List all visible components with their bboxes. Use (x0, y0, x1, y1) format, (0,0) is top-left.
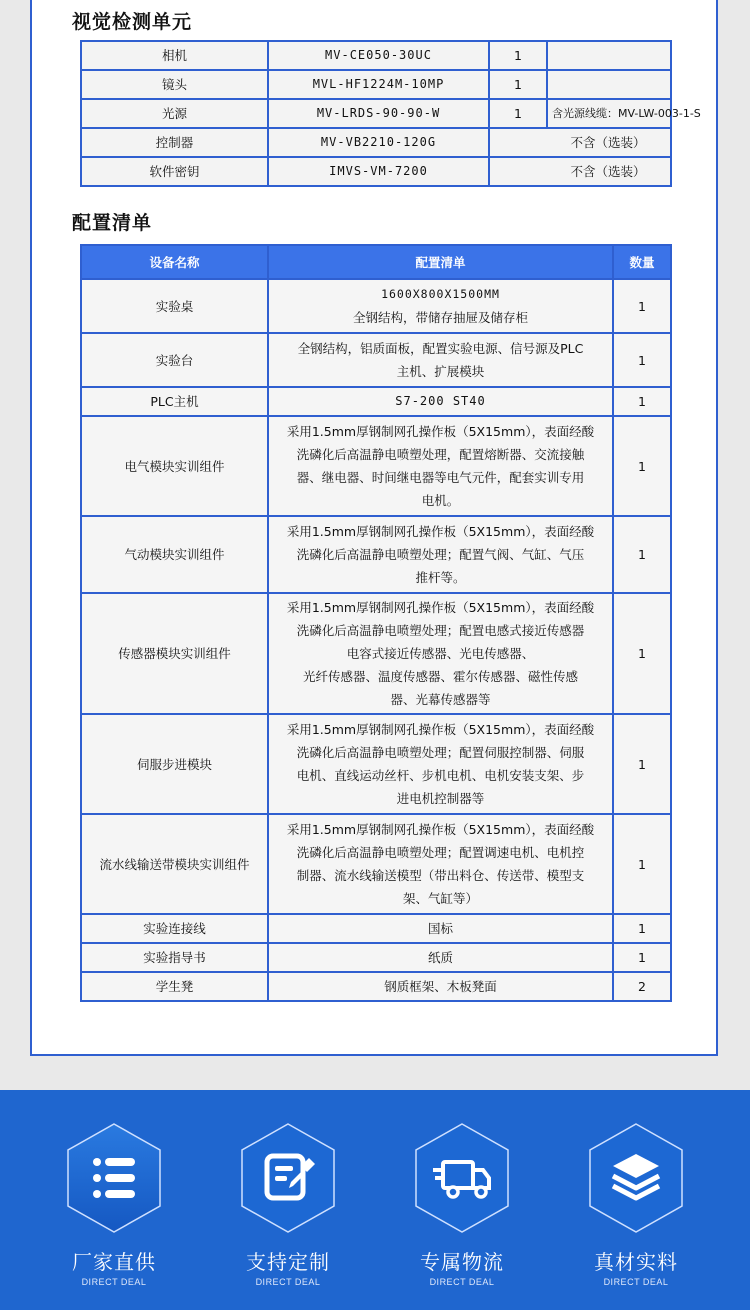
vision-item-model: MV-CE050-30UC (268, 41, 489, 70)
spec-line: 电机。 (421, 493, 460, 508)
vision-item-model: MV-LRDS-90-90-W (268, 99, 489, 128)
table-row (81, 972, 671, 1001)
feature-subtitle: DIRECT DEAL (429, 1277, 495, 1287)
spec-line: 制器、流水线输送模型（带出料仓、传送带、模型支 (296, 868, 585, 883)
spec-line: 进电机控制器等 (396, 791, 485, 806)
delivery-truck-icon (413, 1122, 511, 1234)
config-item-spec (268, 714, 613, 814)
table-row (81, 814, 671, 914)
config-item-name: 学生凳 (81, 972, 268, 1001)
feature-subtitle: DIRECT DEAL (255, 1277, 321, 1287)
config-item-name: 流水线输送带模块实训组件 (81, 814, 268, 914)
config-item-name: 伺服步进模块 (81, 714, 268, 814)
spec-line: 采用1.5mm厚钢制网孔操作板（5X15mm），表面经酸 (286, 424, 595, 439)
spec-line: 采用1.5mm厚钢制网孔操作板（5X15mm），表面经酸 (286, 722, 595, 737)
table-row (81, 333, 671, 387)
vision-item-qty: 1 (489, 41, 547, 70)
config-item-qty: 1 (613, 333, 671, 387)
config-item-name: 气动模块实训组件 (81, 516, 268, 593)
spec-line: 国标 (427, 921, 453, 936)
spec-line: 器、继电器、时间继电器等电气元件，配套实训专用 (296, 470, 585, 485)
config-item-spec (268, 814, 613, 914)
spec-line: 洗磷化后高温静电喷塑处理，配置熔断器、交流接触 (296, 447, 585, 462)
config-item-qty: 1 (613, 387, 671, 416)
feature-item (54, 1122, 174, 1287)
config-item-spec (268, 279, 613, 333)
config-item-name: 实验连接线 (81, 914, 268, 943)
table-row (81, 157, 671, 186)
vision-item-name: 相机 (81, 41, 268, 70)
table-row (81, 914, 671, 943)
spec-line: 钢质框架、木板凳面 (384, 979, 497, 994)
spec-line: S7-200 ST40 (395, 394, 486, 408)
config-item-name: 实验指导书 (81, 943, 268, 972)
table-row (81, 279, 671, 333)
vision-item-qty: 1 (489, 99, 547, 128)
config-item-spec (268, 387, 613, 416)
config-item-qty: 1 (613, 714, 671, 814)
config-item-qty: 1 (613, 516, 671, 593)
spec-line: 采用1.5mm厚钢制网孔操作板（5X15mm），表面经酸 (286, 822, 595, 837)
spec-line: 主机、扩展模块 (396, 364, 485, 379)
edit-document-icon (239, 1122, 337, 1234)
column-header-qty: 数量 (613, 245, 671, 279)
feature-item (402, 1122, 522, 1287)
config-item-name: 电气模块实训组件 (81, 416, 268, 516)
spec-line: 洗磷化后高温静电喷塑处理；配置伺服控制器、伺服 (296, 745, 585, 760)
spec-line: 洗磷化后高温静电喷塑处理；配置气阀、气缸、气压 (296, 547, 585, 562)
vision-item-name: 软件密钥 (81, 157, 268, 186)
table-row (81, 714, 671, 814)
feature-item (576, 1122, 696, 1287)
spec-line: 电容式接近传感器、光电传感器、 (346, 646, 535, 661)
feature-subtitle: DIRECT DEAL (81, 1277, 147, 1287)
config-item-qty: 1 (613, 914, 671, 943)
spec-line: 洗磷化后高温静电喷塑处理；配置调速电机、电机控 (296, 845, 585, 860)
config-item-name: 传感器模块实训组件 (81, 593, 268, 714)
table-row (81, 593, 671, 714)
feature-item (228, 1122, 348, 1287)
table-row (81, 70, 671, 99)
vision-item-remark (547, 70, 671, 99)
spec-line: 器、光幕传感器等 (390, 692, 491, 707)
spec-line: 架、气缸等） (402, 891, 478, 906)
spec-line: 全钢结构，铝质面板，配置实验电源、信号源及PLC (297, 341, 584, 356)
table-row (81, 943, 671, 972)
spec-line: 洗磷化后高温静电喷塑处理；配置电感式接近传感器 (296, 623, 585, 638)
vision-item-remark: 含光源线缆：MV-LW-003-1-S (547, 99, 671, 128)
vision-item-model: MVL-HF1224M-10MP (268, 70, 489, 99)
spec-line: 光纤传感器、温度传感器、霍尔传感器、磁性传感 (302, 669, 578, 684)
config-item-qty: 1 (613, 943, 671, 972)
feature-title: 真材实料 (594, 1250, 678, 1274)
vision-item-remark: 不含（选装） (489, 157, 671, 186)
config-item-name: 实验台 (81, 333, 268, 387)
column-header-spec: 配置清单 (268, 245, 613, 279)
vision-item-name: 镜头 (81, 70, 268, 99)
spec-line: 全钢结构，带储存抽屉及储存柜 (352, 310, 528, 325)
vision-item-name: 控制器 (81, 128, 268, 157)
config-item-spec (268, 516, 613, 593)
table-header-row (81, 245, 671, 279)
table-row (81, 387, 671, 416)
feature-subtitle: DIRECT DEAL (603, 1277, 669, 1287)
config-item-qty: 1 (613, 593, 671, 714)
table-row (81, 416, 671, 516)
spec-line: 采用1.5mm厚钢制网孔操作板（5X15mm），表面经酸 (286, 600, 595, 615)
config-item-spec (268, 914, 613, 943)
column-header-name: 设备名称 (81, 245, 268, 279)
vision-item-model: MV-VB2210-120G (268, 128, 489, 157)
vision-item-remark (547, 41, 671, 70)
spec-line: 纸质 (427, 950, 453, 965)
config-item-spec (268, 333, 613, 387)
spec-line: 电机、直线运动丝杆、步机电机、电机安装支架、步 (296, 768, 585, 783)
feature-title: 支持定制 (246, 1250, 330, 1274)
config-item-qty: 1 (613, 814, 671, 914)
config-section-title: 配置清单 (72, 212, 153, 234)
vision-item-model: IMVS-VM-7200 (268, 157, 489, 186)
spec-line: 1600X800X1500MM (381, 287, 500, 301)
table-row (81, 516, 671, 593)
list-icon (65, 1122, 163, 1234)
layers-icon (587, 1122, 685, 1234)
vision-item-name: 光源 (81, 99, 268, 128)
config-item-name: 实验桌 (81, 279, 268, 333)
spec-line: 推杆等。 (415, 570, 466, 585)
config-item-spec (268, 593, 613, 714)
config-item-qty: 1 (613, 279, 671, 333)
vision-table (80, 40, 701, 187)
config-item-qty: 1 (613, 416, 671, 516)
vision-section-title: 视觉检测单元 (72, 11, 193, 33)
config-table (80, 244, 672, 1002)
spec-line: 采用1.5mm厚钢制网孔操作板（5X15mm），表面经酸 (286, 524, 595, 539)
config-item-spec (268, 416, 613, 516)
vision-item-remark: 不含（选装） (489, 128, 671, 157)
feature-title: 厂家直供 (72, 1250, 156, 1274)
config-item-name: PLC主机 (81, 387, 268, 416)
feature-title: 专属物流 (420, 1250, 504, 1274)
vision-item-qty: 1 (489, 70, 547, 99)
table-row (81, 128, 671, 157)
table-row (81, 41, 671, 70)
config-item-spec (268, 943, 613, 972)
table-row (81, 99, 671, 128)
config-item-qty: 2 (613, 972, 671, 1001)
config-item-spec (268, 972, 613, 1001)
